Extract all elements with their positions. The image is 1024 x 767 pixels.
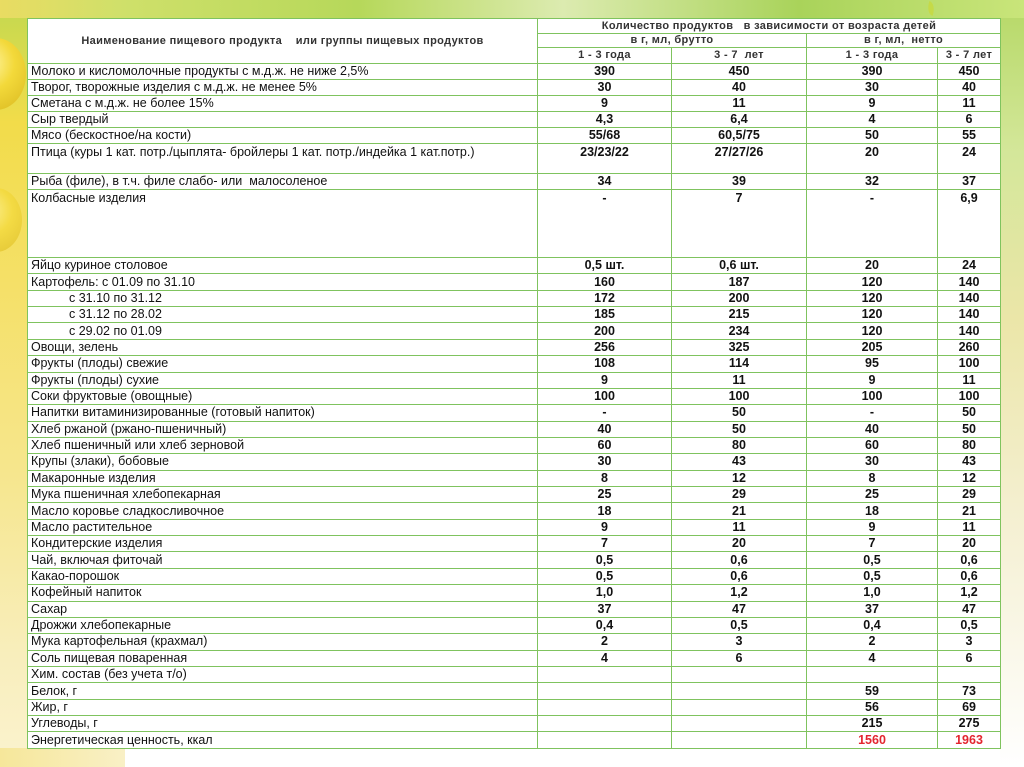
product-name-cell: Колбасные изделия	[28, 190, 538, 258]
value-cell-netto-3-7	[938, 666, 1001, 682]
product-name-cell: Масло растительное	[28, 519, 538, 535]
value-cell-netto-3-7: 0,5	[938, 617, 1001, 633]
value-cell-brutto-1-3: 0,5 шт.	[538, 258, 672, 274]
table-row	[28, 437, 1001, 453]
table-body	[28, 64, 1001, 749]
value-cell-brutto-3-7: 215	[672, 307, 807, 323]
table-row	[28, 388, 1001, 404]
value-cell-brutto-1-3	[538, 716, 672, 732]
table-row	[28, 519, 1001, 535]
table-row	[28, 174, 1001, 190]
value-cell-netto-3-7: 21	[938, 503, 1001, 519]
lemon-image	[0, 38, 26, 110]
product-name-cell: Молоко и кисломолочные продукты с м.д.ж. не ниже 2,5%	[28, 64, 538, 80]
product-name-cell: Сахар	[28, 601, 538, 617]
value-cell-netto-1-3: 4	[807, 650, 938, 666]
product-name-cell: Фрукты (плоды) свежие	[28, 356, 538, 372]
age-header-netto-1-3: 1 - 3 года	[807, 48, 938, 64]
value-cell-brutto-3-7: 100	[672, 388, 807, 404]
value-cell-netto-1-3: 0,4	[807, 617, 938, 633]
table-row	[28, 307, 1001, 323]
age-header-brutto-3-7: 3 - 7 лет	[672, 48, 807, 64]
value-cell-netto-1-3: 9	[807, 372, 938, 388]
value-cell-brutto-3-7: 20	[672, 536, 807, 552]
value-cell-netto-3-7: 140	[938, 307, 1001, 323]
value-cell-brutto-1-3: 4	[538, 650, 672, 666]
table-row	[28, 290, 1001, 306]
product-name-cell: Соль пищевая поваренная	[28, 650, 538, 666]
value-cell-brutto-1-3: 55/68	[538, 128, 672, 144]
value-cell-netto-3-7: 11	[938, 519, 1001, 535]
value-cell-netto-1-3: 120	[807, 290, 938, 306]
table-row	[28, 568, 1001, 584]
value-cell-brutto-3-7: 12	[672, 470, 807, 486]
value-cell-netto-3-7: 50	[938, 421, 1001, 437]
value-cell-brutto-1-3: 1,0	[538, 585, 672, 601]
food-norms-table	[27, 18, 1001, 749]
value-cell-netto-1-3: 1,0	[807, 585, 938, 601]
table-row	[28, 716, 1001, 732]
value-cell-netto-1-3: 50	[807, 128, 938, 144]
value-cell-brutto-3-7	[672, 683, 807, 699]
value-cell-brutto-1-3: 34	[538, 174, 672, 190]
value-cell-brutto-1-3	[538, 699, 672, 715]
value-cell-brutto-3-7: 11	[672, 372, 807, 388]
table-row	[28, 372, 1001, 388]
product-name-cell: Фрукты (плоды) сухие	[28, 372, 538, 388]
value-cell-netto-3-7: 50	[938, 405, 1001, 421]
bottom-decoration	[0, 748, 125, 767]
value-cell-netto-1-3: 0,5	[807, 568, 938, 584]
value-cell-brutto-3-7: 234	[672, 323, 807, 339]
value-cell-brutto-3-7: 80	[672, 437, 807, 453]
right-decoration-band	[1000, 18, 1024, 767]
value-cell-netto-3-7: 11	[938, 96, 1001, 112]
table-row	[28, 339, 1001, 355]
product-name-cell: Мясо (бескостное/на кости)	[28, 128, 538, 144]
value-cell-netto-3-7: 140	[938, 323, 1001, 339]
value-cell-brutto-3-7: 1,2	[672, 585, 807, 601]
value-cell-brutto-3-7: 325	[672, 339, 807, 355]
value-cell-brutto-3-7	[672, 699, 807, 715]
value-cell-netto-3-7: 100	[938, 388, 1001, 404]
value-cell-netto-3-7: 6	[938, 112, 1001, 128]
value-cell-netto-1-3: 8	[807, 470, 938, 486]
value-cell-netto-3-7: 73	[938, 683, 1001, 699]
table-row	[28, 470, 1001, 486]
product-name-cell: Творог, творожные изделия с м.д.ж. не менее 5%	[28, 80, 538, 96]
value-cell-netto-3-7: 140	[938, 274, 1001, 290]
value-cell-netto-1-3: 0,5	[807, 552, 938, 568]
value-cell-netto-1-3: 59	[807, 683, 938, 699]
table-row	[28, 585, 1001, 601]
age-header-brutto-1-3: 1 - 3 года	[538, 48, 672, 64]
value-cell-netto-3-7: 260	[938, 339, 1001, 355]
value-cell-brutto-3-7: 50	[672, 421, 807, 437]
product-name-cell: Макаронные изделия	[28, 470, 538, 486]
product-name-cell: Сыр твердый	[28, 112, 538, 128]
value-cell-brutto-1-3: 7	[538, 536, 672, 552]
value-cell-brutto-3-7	[672, 666, 807, 682]
value-cell-netto-1-3: 40	[807, 421, 938, 437]
value-cell-netto-1-3: 60	[807, 437, 938, 453]
value-cell-brutto-3-7: 7	[672, 190, 807, 258]
value-cell-brutto-3-7: 114	[672, 356, 807, 372]
value-cell-brutto-3-7: 11	[672, 96, 807, 112]
value-cell-netto-1-3: 56	[807, 699, 938, 715]
value-cell-brutto-3-7: 200	[672, 290, 807, 306]
value-cell-netto-3-7: 47	[938, 601, 1001, 617]
table-row	[28, 405, 1001, 421]
value-cell-brutto-3-7: 0,6	[672, 552, 807, 568]
product-name-cell: Какао-порошок	[28, 568, 538, 584]
value-cell-brutto-3-7: 27/27/26	[672, 144, 807, 174]
product-name-cell: Хлеб пшеничный или хлеб зерновой	[28, 437, 538, 453]
value-cell-brutto-1-3: 30	[538, 454, 672, 470]
value-cell-brutto-1-3: 4,3	[538, 112, 672, 128]
product-name-cell: Соки фруктовые (овощные)	[28, 388, 538, 404]
value-cell-netto-1-3: 215	[807, 716, 938, 732]
table-row	[28, 112, 1001, 128]
value-cell-netto-1-3: 9	[807, 519, 938, 535]
value-cell-brutto-3-7: 29	[672, 487, 807, 503]
table-row	[28, 552, 1001, 568]
value-cell-netto-3-7: 20	[938, 536, 1001, 552]
value-cell-netto-3-7: 450	[938, 64, 1001, 80]
value-cell-brutto-1-3	[538, 732, 672, 748]
value-cell-netto-1-3: -	[807, 405, 938, 421]
value-cell-brutto-3-7: 39	[672, 174, 807, 190]
table-row	[28, 634, 1001, 650]
value-cell-netto-1-3: 20	[807, 258, 938, 274]
product-name-cell: Овощи, зелень	[28, 339, 538, 355]
value-cell-netto-3-7: 3	[938, 634, 1001, 650]
table-row	[28, 64, 1001, 80]
value-cell-netto-1-3: 4	[807, 112, 938, 128]
product-name-cell: Чай, включая фиточай	[28, 552, 538, 568]
product-name-cell: с 31.10 по 31.12	[28, 290, 538, 306]
value-cell-brutto-1-3: 100	[538, 388, 672, 404]
value-cell-netto-3-7: 24	[938, 258, 1001, 274]
value-cell-netto-1-3: 120	[807, 274, 938, 290]
value-cell-brutto-1-3: 172	[538, 290, 672, 306]
value-cell-brutto-1-3: 256	[538, 339, 672, 355]
table-row	[28, 128, 1001, 144]
value-cell-brutto-1-3: 0,4	[538, 617, 672, 633]
product-name-cell: Жир, г	[28, 699, 538, 715]
value-cell-brutto-1-3: 8	[538, 470, 672, 486]
product-name-cell: Картофель: с 01.09 по 31.10	[28, 274, 538, 290]
value-cell-brutto-1-3: 185	[538, 307, 672, 323]
value-cell-netto-1-3: 30	[807, 454, 938, 470]
product-name-cell: Крупы (злаки), бобовые	[28, 454, 538, 470]
value-cell-netto-3-7: 37	[938, 174, 1001, 190]
value-cell-brutto-1-3	[538, 683, 672, 699]
value-cell-netto-3-7: 6	[938, 650, 1001, 666]
value-cell-brutto-1-3: 108	[538, 356, 672, 372]
product-name-cell: Мука картофельная (крахмал)	[28, 634, 538, 650]
product-name-cell: с 29.02 по 01.09	[28, 323, 538, 339]
product-name-header: Наименование пищевого продукта или группы пищевых продуктов	[28, 19, 538, 64]
value-cell-brutto-1-3: 60	[538, 437, 672, 453]
value-cell-netto-1-3: 390	[807, 64, 938, 80]
value-cell-netto-3-7: 11	[938, 372, 1001, 388]
table-row	[28, 617, 1001, 633]
table-row	[28, 144, 1001, 174]
top-decoration-band	[0, 0, 1024, 18]
product-name-cell: Яйцо куриное столовое	[28, 258, 538, 274]
value-cell-brutto-3-7: 21	[672, 503, 807, 519]
value-cell-netto-3-7: 0,6	[938, 552, 1001, 568]
value-cell-netto-3-7: 55	[938, 128, 1001, 144]
value-cell-netto-1-3: 205	[807, 339, 938, 355]
table-row	[28, 190, 1001, 258]
value-cell-netto-1-3: 20	[807, 144, 938, 174]
product-name-cell: Хлеб ржаной (ржано-пшеничный)	[28, 421, 538, 437]
value-cell-netto-3-7: 69	[938, 699, 1001, 715]
value-cell-brutto-1-3: 0,5	[538, 568, 672, 584]
value-cell-netto-1-3: 30	[807, 80, 938, 96]
product-name-cell: Кофейный напиток	[28, 585, 538, 601]
table-row	[28, 683, 1001, 699]
value-cell-netto-3-7: 80	[938, 437, 1001, 453]
value-cell-brutto-3-7: 6,4	[672, 112, 807, 128]
table-row	[28, 487, 1001, 503]
value-cell-brutto-1-3: 23/23/22	[538, 144, 672, 174]
brutto-header: в г, мл, брутто	[538, 34, 807, 48]
table-row	[28, 80, 1001, 96]
value-cell-brutto-1-3: 9	[538, 96, 672, 112]
left-lemon-decoration	[0, 18, 27, 767]
value-cell-brutto-3-7	[672, 716, 807, 732]
table-row	[28, 699, 1001, 715]
value-cell-netto-3-7: 100	[938, 356, 1001, 372]
table-row	[28, 601, 1001, 617]
product-name-cell: Рыба (филе), в т.ч. филе слабо- или малосоленое	[28, 174, 538, 190]
value-cell-netto-1-3: 32	[807, 174, 938, 190]
value-cell-brutto-1-3: 37	[538, 601, 672, 617]
value-cell-netto-3-7: 140	[938, 290, 1001, 306]
value-cell-netto-1-3: 7	[807, 536, 938, 552]
table-row	[28, 503, 1001, 519]
value-cell-brutto-3-7: 450	[672, 64, 807, 80]
value-cell-brutto-3-7: 6	[672, 650, 807, 666]
value-cell-brutto-3-7: 40	[672, 80, 807, 96]
product-name-cell: Белок, г	[28, 683, 538, 699]
product-name-cell: Мука пшеничная хлебопекарная	[28, 487, 538, 503]
value-cell-netto-1-3: 100	[807, 388, 938, 404]
table-row	[28, 732, 1001, 748]
value-cell-brutto-3-7: 50	[672, 405, 807, 421]
value-cell-netto-3-7: 6,9	[938, 190, 1001, 258]
value-cell-brutto-3-7: 47	[672, 601, 807, 617]
value-cell-netto-1-3	[807, 666, 938, 682]
value-cell-brutto-1-3: 390	[538, 64, 672, 80]
value-cell-netto-3-7: 12	[938, 470, 1001, 486]
value-cell-brutto-1-3: 2	[538, 634, 672, 650]
value-cell-netto-3-7: 1,2	[938, 585, 1001, 601]
lemon-image	[0, 188, 22, 252]
value-cell-netto-3-7: 1963	[938, 732, 1001, 748]
value-cell-netto-3-7: 0,6	[938, 568, 1001, 584]
quantity-header: Количество продуктов в зависимости от возраста детей	[538, 19, 1001, 34]
header-row	[28, 19, 1001, 34]
value-cell-netto-1-3: 9	[807, 96, 938, 112]
value-cell-brutto-1-3: 200	[538, 323, 672, 339]
table-row	[28, 536, 1001, 552]
product-name-cell: Масло коровье сладкосливочное	[28, 503, 538, 519]
value-cell-brutto-3-7: 0,6	[672, 568, 807, 584]
value-cell-netto-3-7: 29	[938, 487, 1001, 503]
value-cell-netto-1-3: 1560	[807, 732, 938, 748]
product-name-cell: Дрожжи хлебопекарные	[28, 617, 538, 633]
value-cell-netto-3-7: 40	[938, 80, 1001, 96]
value-cell-brutto-3-7: 11	[672, 519, 807, 535]
netto-header: в г, мл, нетто	[807, 34, 1001, 48]
value-cell-netto-1-3: 120	[807, 323, 938, 339]
product-name-cell: с 31.12 по 28.02	[28, 307, 538, 323]
value-cell-brutto-1-3: 25	[538, 487, 672, 503]
value-cell-brutto-1-3: -	[538, 190, 672, 258]
product-name-cell: Птица (куры 1 кат. потр./цыплята- бройлеры 1 кат. потр./индейка 1 кат.потр.)	[28, 144, 538, 174]
value-cell-brutto-1-3: -	[538, 405, 672, 421]
value-cell-netto-3-7: 275	[938, 716, 1001, 732]
value-cell-netto-1-3: 95	[807, 356, 938, 372]
table-row	[28, 666, 1001, 682]
value-cell-brutto-1-3: 160	[538, 274, 672, 290]
value-cell-brutto-1-3: 9	[538, 519, 672, 535]
value-cell-brutto-3-7: 3	[672, 634, 807, 650]
table-row	[28, 323, 1001, 339]
table-row	[28, 421, 1001, 437]
table-row	[28, 96, 1001, 112]
product-name-cell: Энергетическая ценность, ккал	[28, 732, 538, 748]
value-cell-netto-1-3: -	[807, 190, 938, 258]
value-cell-brutto-1-3: 40	[538, 421, 672, 437]
value-cell-netto-3-7: 24	[938, 144, 1001, 174]
table-row	[28, 258, 1001, 274]
value-cell-brutto-1-3: 18	[538, 503, 672, 519]
value-cell-netto-1-3: 25	[807, 487, 938, 503]
product-name-cell: Сметана с м.д.ж. не более 15%	[28, 96, 538, 112]
product-name-cell: Углеводы, г	[28, 716, 538, 732]
value-cell-netto-1-3: 37	[807, 601, 938, 617]
value-cell-netto-1-3: 2	[807, 634, 938, 650]
age-header-netto-3-7: 3 - 7 лет	[938, 48, 1001, 64]
value-cell-netto-1-3: 120	[807, 307, 938, 323]
value-cell-brutto-1-3: 0,5	[538, 552, 672, 568]
value-cell-brutto-3-7: 187	[672, 274, 807, 290]
table-header	[28, 19, 1001, 64]
value-cell-brutto-1-3: 30	[538, 80, 672, 96]
table-row	[28, 356, 1001, 372]
value-cell-netto-1-3: 18	[807, 503, 938, 519]
product-name-cell: Кондитерские изделия	[28, 536, 538, 552]
value-cell-brutto-3-7	[672, 732, 807, 748]
value-cell-brutto-3-7: 43	[672, 454, 807, 470]
product-name-cell: Напитки витаминизированные (готовый напиток)	[28, 405, 538, 421]
value-cell-brutto-1-3	[538, 666, 672, 682]
table-row	[28, 274, 1001, 290]
product-name-cell: Хим. состав (без учета т/о)	[28, 666, 538, 682]
value-cell-brutto-3-7: 0,6 шт.	[672, 258, 807, 274]
value-cell-netto-3-7: 43	[938, 454, 1001, 470]
value-cell-brutto-3-7: 0,5	[672, 617, 807, 633]
value-cell-brutto-1-3: 9	[538, 372, 672, 388]
table-row	[28, 454, 1001, 470]
value-cell-brutto-3-7: 60,5/75	[672, 128, 807, 144]
table-row	[28, 650, 1001, 666]
